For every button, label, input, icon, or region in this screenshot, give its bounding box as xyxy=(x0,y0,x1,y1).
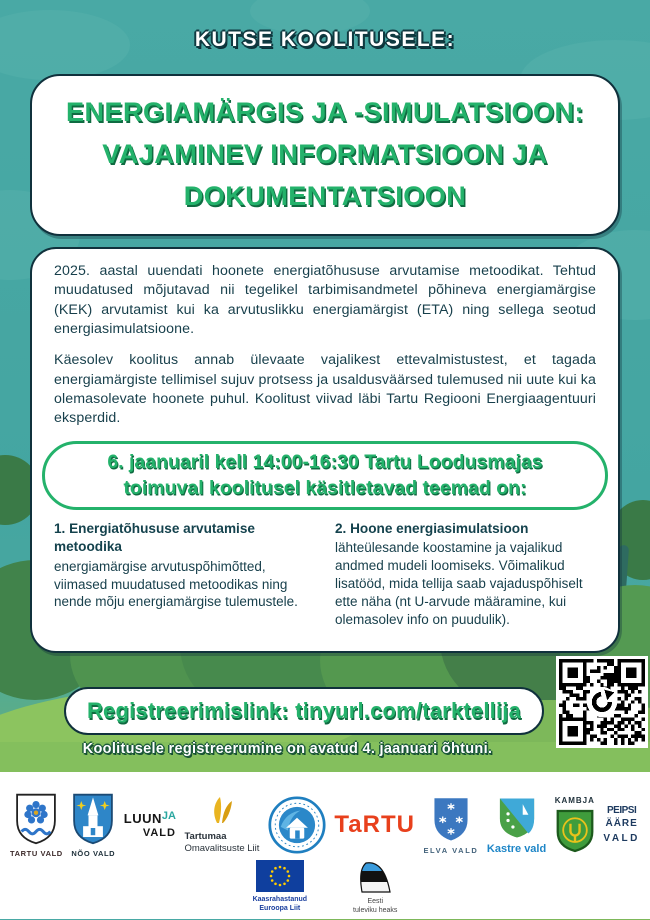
qr-code xyxy=(556,656,648,748)
kambja-vald-caption: KAMBJA xyxy=(554,796,595,805)
footer xyxy=(0,772,650,919)
tartumaa-leaf-icon xyxy=(210,795,234,825)
kambja-vald-shield-icon xyxy=(555,808,595,854)
tartumaa-caption-line-1: Tartumaa xyxy=(184,831,227,843)
elva-vald-shield-icon xyxy=(431,795,471,843)
topic-1-heading: 1. Energiatõhususe arvutamise metoodika xyxy=(54,521,255,555)
poster-title-line-2: VAJAMINEV INFORMATSIOON JA xyxy=(102,139,548,170)
eesti-caption-line-1: Eesti xyxy=(367,898,383,905)
intro-paragraph-1: 2025. aastal uuendati hoonete energiatõhususe arvutamise metoodikat. Tehtud muudatused mõjutavad nii tegelikel tarbimisandmetel põhineva energiamärgise (KEK) arvutamist kui ka arvutuslikku energiamärgist (ETA) ning sellega seotud energiasimulatsioone. xyxy=(54,263,596,337)
logo-tartu-linn xyxy=(334,811,415,839)
logo-eesti xyxy=(353,860,397,915)
partner-logo-row xyxy=(10,786,640,864)
luunja-text-1: LUUN xyxy=(123,811,162,826)
peipsiaare-text-vald: VALD xyxy=(603,833,640,844)
session-heading-pill xyxy=(42,441,608,511)
estonia-sail-icon xyxy=(354,860,396,894)
trea-circle-icon xyxy=(268,796,326,854)
poster-title-line-1: ENERGIAMÄRGIS JA -SIMULATSIOON: xyxy=(65,97,584,128)
registration-link[interactable]: Registreerimislink: tinyurl.com/tarktellija xyxy=(86,698,522,723)
noo-vald-caption: NÕO VALD xyxy=(71,849,116,858)
noo-vald-shield-icon xyxy=(71,792,115,846)
peipsiaare-text-1: PEIPSI xyxy=(607,805,637,816)
logo-luunja-vald xyxy=(124,811,176,839)
logo-kambja-vald xyxy=(555,796,595,854)
logo-kastre-vald xyxy=(487,796,546,855)
topics-columns xyxy=(54,520,596,628)
logo-noo-vald xyxy=(71,792,115,858)
logo-euroopa-liit xyxy=(253,860,307,913)
topic-1 xyxy=(54,520,315,628)
eesti-caption-line-2: tuleviku heaks xyxy=(353,907,398,915)
title-box xyxy=(30,74,620,236)
eu-caption-line-2: Euroopa Liit xyxy=(259,905,301,913)
topic-2-heading: 2. Hoone energiasimulatsioon xyxy=(335,521,529,537)
content-box xyxy=(30,247,620,653)
kicker-text: KUTSE KOOLITUSELE: xyxy=(194,28,456,51)
topic-2 xyxy=(335,520,596,628)
eu-flag-icon xyxy=(256,860,304,892)
kastre-vald-caption: Kastre vald xyxy=(486,842,547,855)
registration-deadline-note: Koolitusele registreerumine on avatud 4. jaanuari õhtuni. xyxy=(82,741,493,757)
logo-peipsiaare-vald xyxy=(603,806,639,844)
elva-vald-caption: ELVA VALD xyxy=(423,846,479,855)
session-heading-line-1: 6. jaanuaril kell 14:00-16:30 Tartu Loodusmajas xyxy=(107,450,543,473)
luunja-text-ja: JA xyxy=(161,810,176,822)
topic-2-body: lähteülesande koostamine ja vajalikud andmed mudeli loomiseks. Võimalikud lisatööd, mida tellija saab vajaduspõhiselt ette näha (nt U-arvude määramine, kui olemasolev info on puudulik). xyxy=(335,540,583,627)
tartu-linn-wordmark: TaRTU xyxy=(334,811,415,838)
logo-tartu-regiooni-energiaagentuur xyxy=(268,796,326,854)
poster-title-line-3: DOKUMENTATSIOON xyxy=(183,180,467,211)
topic-1-body: energiamärgise arvutuspõhimõtted, viimased muudatused metoodikas ning nende mõju energiamärgise tulemustele. xyxy=(54,558,298,610)
funding-logo-row xyxy=(0,860,650,915)
intro-paragraph-2: Käesolev koolitus annab ülevaate vajalikest ettevalmistustest, et tagada energiamärgiste tellimisel sujuv protsess ja usaldusväärsed tulemused nii uute kui ka olemasolevate hoonete puhul. Koolitust viivad läbi Tartu Regiooni Energiaagentuuri eksperdid. xyxy=(54,352,596,427)
luunja-text-vald: VALD xyxy=(142,827,176,839)
peipsiaare-text-2: ÄÄRE xyxy=(605,818,638,829)
kastre-vald-shield-icon xyxy=(497,796,537,840)
registration-pill xyxy=(64,687,544,735)
logo-elva-vald xyxy=(423,795,478,855)
logo-tartumaa-omavalitsuste-liit xyxy=(184,795,259,855)
tartu-vald-caption: TARTU VALD xyxy=(10,849,63,858)
session-heading-line-2: toimuval koolitusel käsitletavad teemad on: xyxy=(123,476,527,499)
tartu-vald-shield-icon xyxy=(14,792,58,846)
tartumaa-caption-line-2: Omavalitsuste Liit xyxy=(184,843,260,854)
eu-caption-line-1: Kaasrahastanud xyxy=(252,896,308,903)
logo-tartu-vald xyxy=(10,792,63,858)
qr-code-image xyxy=(559,659,645,745)
